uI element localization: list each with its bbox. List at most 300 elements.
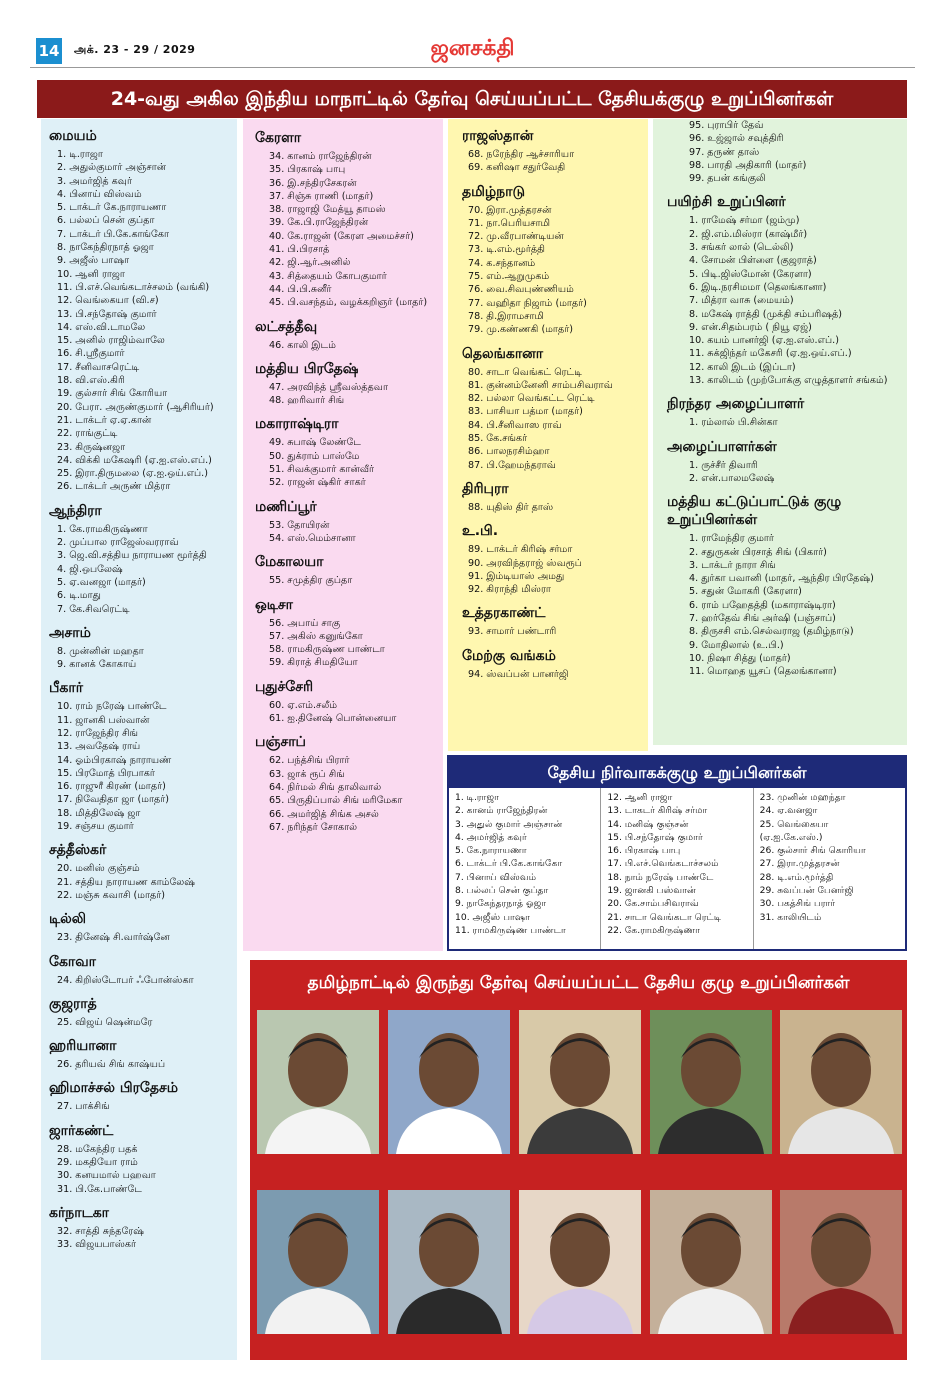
member-item: 26. தரியவ் சிங் காஷ்யப்	[57, 1059, 166, 1071]
member-item: 8. திருசசி எம்.செல்வராஜ (தமிழ்நாடு)	[689, 626, 854, 638]
member-portrait	[650, 1010, 772, 1154]
member-section	[255, 596, 443, 670]
member-list	[255, 699, 443, 726]
member-item: 3. டாக்டர் நாரா சிங்	[689, 559, 776, 571]
member-item: 85. கே.சங்கர்	[468, 433, 528, 445]
member-list	[462, 625, 648, 638]
member-list	[255, 150, 443, 310]
member-item: 58. ராமகிருஷ்ண பாண்டா	[269, 644, 385, 656]
member-item: 43. சித்தையம் கோபகுமார்	[269, 270, 387, 282]
member-item: 6. ராம் பஹேதத்தி (மகாராஷ்டிரா)	[689, 599, 836, 611]
section-heading: லட்சத்தீவு	[255, 318, 318, 335]
member-item: 18. வி.எஸ்.கிரி	[57, 375, 125, 387]
page-header	[30, 36, 915, 68]
member-item: 35. பிரகாஷ் பாபு	[269, 164, 346, 176]
exec-column-3	[754, 788, 905, 949]
section-heading: கோவா	[49, 953, 96, 970]
member-item: 2. சதுருகன் பிரசாத் சிங் (பிகார்)	[689, 546, 827, 558]
member-item: 19. சஞ்சய குமார்	[57, 821, 134, 833]
member-list	[462, 366, 648, 472]
section-heading: மேற்கு வங்கம்	[462, 647, 556, 664]
column-2-list	[243, 119, 443, 834]
member-item: 79. மு.கண்ணகி (மாதர்)	[468, 324, 573, 336]
section-heading: குஜராத்	[49, 995, 97, 1012]
member-portrait	[780, 1190, 902, 1334]
member-item: 36. இ.சந்திரசேகரன்	[269, 177, 357, 189]
member-item: 40. கே.ராஜன் (கேரள அமைச்சர்)	[269, 230, 414, 242]
section-heading: கர்நாடகா	[49, 1204, 109, 1221]
member-item: 91. இம்டியாஸ் அமது	[468, 570, 565, 582]
member-section	[255, 498, 443, 546]
member-list	[462, 204, 648, 337]
member-item: 57. அகிஸ் கனுங்கோ	[269, 630, 363, 642]
member-item: 73. டி.எம்.மூர்த்தி	[468, 244, 545, 256]
member-section	[462, 345, 648, 472]
member-item: 31. பி.கே.பாண்டே	[57, 1183, 142, 1195]
member-list	[49, 862, 237, 902]
member-section	[462, 522, 648, 596]
member-list	[49, 700, 237, 833]
member-item: 51. சிவக்குமார் கான்வீர்	[269, 464, 375, 476]
member-list	[462, 148, 648, 175]
member-item: 5. டாக்டர் கே.நாராயணா	[57, 202, 167, 214]
member-portrait	[650, 1190, 772, 1334]
member-section	[49, 995, 237, 1029]
member-item: 90. அரவிந்தராஜ் ஸ்வரூப்	[468, 557, 582, 569]
member-list	[255, 574, 443, 587]
member-item: 69. கனிஷா சதுர்வேதி	[468, 162, 566, 174]
member-item: 37. சிஞ்சு ராணி (மாதர்)	[269, 190, 374, 202]
member-item: 89. டாக்டர் கிரிஷ் சர்மா	[468, 544, 573, 556]
column-4-list	[653, 119, 907, 679]
member-item: 76. வை.சிவபுண்ணியம்	[468, 284, 574, 296]
member-item: 17. நிவேதிதா ஜா (மாதர்)	[57, 794, 169, 806]
member-item: 34. கானம் ராஜேந்திரன்	[269, 151, 372, 162]
member-item: 2. என்.பாலமலேஷ்	[689, 472, 775, 484]
member-item: 61. ஐ.தினேஷ் பொன்னையா	[269, 713, 397, 725]
member-list	[667, 416, 907, 429]
exec-member-item: 29. சுவப்பன் பேனர்ஜி	[759, 885, 854, 897]
member-item: 45. பி.வசந்தம், வழக்கறிஞர் (மாதர்)	[269, 297, 428, 309]
member-portrait	[257, 1010, 379, 1154]
member-list	[49, 1058, 237, 1071]
member-item: 1. ராமேஷ் சர்மா (ஜம்மு)	[689, 215, 800, 227]
exec-member-item: 10. அஜீஸ் பாஷா	[455, 911, 530, 923]
member-item: 20. மனிஸ் குஞ்சம்	[57, 863, 140, 875]
member-section	[667, 493, 907, 678]
exec-member-item: 6. டாக்டர் பி.கே.காங்கோ	[455, 858, 563, 870]
exec-member-item: 17. பி.எச்.வெங்கடாச்சலம்	[607, 858, 719, 870]
member-item: 87. பி.ஹேமந்தராவ்	[468, 459, 556, 471]
member-item: 8. முன்னின் மஹதா	[57, 645, 144, 657]
member-item: 56. அபாய் சாகு	[269, 617, 341, 629]
member-item: 26. டாக்டர் அருண் மித்ரா	[57, 481, 171, 493]
member-item: 2. அதுல்குமார் அஞ்சான்	[57, 162, 167, 174]
member-section	[462, 183, 648, 337]
section-heading: பீகார்	[49, 680, 84, 697]
exec-member-item: 31. காலியிடம்	[759, 911, 822, 923]
section-heading: உ.பி.	[462, 523, 499, 540]
issue-date: அக். 23 - 29 / 2029	[74, 43, 196, 56]
member-list	[255, 436, 443, 489]
exec-member-item: 1. டி.ராஜா	[455, 792, 499, 803]
member-item: 1. கே.ராமகிருஷ்ணா	[57, 523, 148, 535]
member-item: 8. நாகேந்திரநாத் ஓஜா	[57, 242, 154, 254]
member-section	[49, 841, 237, 902]
section-heading: ராஜஸ்தான்	[462, 128, 534, 144]
section-heading: அழைப்பாளர்கள்	[667, 438, 777, 455]
member-item: 20. பேரா. அருண்குமார் (ஆசிரியர்)	[57, 401, 214, 413]
executive-committee-title: தேசிய நிர்வாகக்குழு உறுப்பினர்கள்	[449, 757, 905, 788]
member-item: 47. அரவிந்த் ஸ்ரீவஸ்த்தவா	[269, 381, 388, 393]
member-section	[462, 127, 648, 175]
member-list	[462, 543, 648, 596]
member-item: 1. ராமேந்திர குமார்	[689, 533, 774, 545]
member-item: 10. ராம் நரேஷ் பாண்டே	[57, 701, 167, 713]
member-section	[255, 553, 443, 587]
member-item: 39. கே.பி.ராஜேந்திரன்	[269, 217, 369, 229]
exec-member-item: 11. ராமகிருஷ்ண பாண்டா	[455, 924, 566, 936]
section-heading: திரிபுரா	[462, 480, 509, 497]
member-item: 9. என்.சிதம்பரம் ( நியூ ஏஜ்)	[689, 321, 812, 333]
member-item: 75. எம்.ஆறுமுகம்	[468, 271, 550, 283]
member-item: 7. டாக்டர் பி.கே.காங்கோ	[57, 228, 169, 240]
member-section	[462, 480, 648, 514]
member-item: 2. முப்பால ராஜேஸ்வரராவ்	[57, 537, 179, 549]
member-section	[49, 1204, 237, 1252]
member-item: 4. ஜி.ஒபலேஷ்	[57, 563, 123, 575]
member-item: 8. மகேஷ் ராத்தி (முக்தி சம்பரிஷத்)	[689, 308, 843, 320]
member-list	[667, 459, 907, 486]
member-portrait	[257, 1190, 379, 1334]
member-list	[255, 381, 443, 408]
member-section	[49, 953, 237, 987]
photo-panel-title: தமிழ்நாட்டில் இருந்து தேர்வு செய்யப்பட்ட தேசிய குழு உறுப்பினர்கள்	[307, 973, 850, 993]
member-item: 30. கனயமால் பஹவா	[57, 1170, 156, 1182]
member-item: 55. சமுத்திர குப்தா	[269, 575, 353, 587]
member-item: 21. சத்திய நாராயண காம்லேஷ்	[57, 876, 196, 888]
member-item: 50. துக்ராம் பாஸ்மே	[269, 450, 360, 462]
section-heading: ஹிமாச்சல் பிரதேசம்	[49, 1080, 178, 1097]
member-item: 14. எஸ்.வி.டாமலே	[57, 321, 146, 333]
executive-committee-columns	[449, 788, 905, 949]
member-section	[49, 502, 237, 616]
member-item: 18. மித்திலேஷ் ஜா	[57, 807, 141, 819]
member-section	[49, 910, 237, 944]
member-item: 4. சோமன் பிள்ளை (குஜராத்)	[689, 255, 817, 267]
section-heading: ஹரியானா	[49, 1038, 117, 1055]
section-heading: புதுச்சேரி	[255, 678, 314, 695]
exec-member-item: 15. பி.சந்தோஷ் குமார்	[607, 831, 703, 843]
exec-member-item: 5. கே.நாராயணா	[455, 845, 527, 857]
member-item: 10. நிஷா சித்து (மாதர்)	[689, 652, 791, 664]
exec-member-item: 21. சாடா வெங்கடா ரெட்டி	[607, 911, 722, 923]
section-heading: மையம்	[49, 128, 97, 144]
member-item: 97. தருண் தாஸ்	[689, 146, 760, 158]
member-item: 28. மகேந்திர பதக்	[57, 1143, 138, 1155]
member-item: 84. பி.சீனிவாஸ ராவ்	[468, 419, 562, 431]
member-list	[49, 1016, 237, 1029]
member-section	[255, 360, 443, 408]
section-heading: பயிற்சி உறுப்பினர்	[667, 194, 786, 211]
member-item: 11. பி.எச்.வெங்கடாச்சலம் (வங்கி)	[57, 281, 210, 293]
member-list	[255, 754, 443, 834]
section-heading: பஞ்சாப்	[255, 734, 306, 751]
member-item: 21. டாக்டர் ஏ.ஏ.கான்	[57, 414, 152, 426]
section-heading: மணிப்பூர்	[255, 498, 317, 515]
exec-member-item: 4. அமர்ஜித் கவுர்	[455, 831, 527, 843]
member-item: 10. ஆனி ராஜா	[57, 268, 125, 280]
member-item: 4. பினாய் விஸ்வம்	[57, 188, 142, 200]
member-item: 16. ராஜுரீ கிரண் (மாதர்)	[57, 781, 166, 793]
exec-member-item: 2. கானம் ராஜேந்திரன்	[455, 805, 548, 817]
masthead: ஜனசக்தி	[430, 36, 515, 61]
member-item: 7. மித்ரா வாசு (மையம்)	[689, 295, 794, 307]
member-item: 19. குல்சார் சிங் கோரியா	[57, 388, 168, 400]
member-item: 65. பிருதிப்பால் சிங் மரிமேகா	[269, 795, 403, 807]
member-item: 2. ஜி.எம்.மிஸ்ரா (காஷ்மீர்)	[689, 228, 808, 240]
member-item: 22. ராங்குட்டி	[57, 428, 118, 440]
member-item: 24. கிறிஸ்டோபர் ஃபோன்ஸ்கா	[57, 974, 194, 986]
member-item: 98. பாரதி அதிகாரி (மாதர்)	[689, 159, 807, 171]
member-item: 29. மகதியோ ராம்	[57, 1157, 138, 1169]
member-item: 6. டி.மாது	[57, 590, 101, 602]
section-heading: தமிழ்நாடு	[462, 183, 525, 200]
member-item: 14. ஓம்பிரகாஷ் நாராயண்	[57, 754, 172, 766]
member-item: 5. ஏ.வனஜா (மாதர்)	[57, 576, 146, 588]
member-item: 6. இடி.நரசிமமா (தெலங்கானா)	[689, 281, 827, 293]
member-item: 5. சதுன் மோகரி (கேரளா)	[689, 586, 802, 598]
member-section	[49, 1079, 237, 1113]
member-item: 92. கிராந்தி மிஸ்ரா	[468, 584, 551, 596]
exec-member-item: 26. குல்சார் சிங் கொரியா	[759, 845, 866, 857]
exec-member-item: 20. கே.சாம்பசிவராவ்	[607, 898, 699, 910]
member-item: 86. பாலநரசிம்ஹா	[468, 446, 550, 458]
member-item: 12. காலி இடம் (இப்டா)	[689, 361, 796, 373]
exec-member-item: 23. முனின் மஹந்தா	[759, 792, 846, 803]
member-item: 3. அமர்ஜித் கவுர்	[57, 175, 132, 187]
member-item: 11. ஜானகி பஸ்வான்	[57, 714, 150, 726]
member-section	[462, 604, 648, 638]
member-item: 13. பி.சந்தோஷ் குமார்	[57, 308, 157, 320]
exec-member-item: 22. கே.ராமகிருஷ்ணா	[607, 924, 700, 936]
member-item: 44. பி.பி.சுனீர்	[269, 283, 332, 295]
member-item: 64. நிர்மல் சிங் தாலிவால்	[269, 781, 382, 793]
exec-column-2	[601, 788, 753, 949]
member-item: 59. கிராத் சிமதியோ	[269, 657, 358, 669]
member-item: 96. உஜ்ஜால் சவுத்திரி	[689, 133, 784, 145]
member-item: 9. அஜீஸ் பாஷா	[57, 255, 130, 267]
column-1	[41, 119, 237, 1360]
exec-member-item: 8. பல்லப் சென் குப்தா	[455, 885, 549, 897]
section-heading: டில்லி	[49, 911, 87, 928]
member-list	[49, 645, 237, 672]
member-item: 74. க.சந்தானம்	[468, 257, 536, 269]
member-item: 80. சாடா வெங்கட் ரெட்டி	[468, 366, 582, 378]
member-list	[49, 1225, 237, 1252]
member-item: 23. கிருஷ்னஜா	[57, 441, 126, 453]
exec-member-item: 27. இரா.முத்தரசன்	[759, 858, 840, 870]
member-item: 1. டி.ராஜா	[57, 149, 103, 160]
member-item: 5. பிடி.ஜிஸ்மோன் (கேரளா)	[689, 268, 812, 280]
member-item: 12. வெங்கையா (வி.ச)	[57, 295, 159, 307]
member-item: 93. சாமார் பண்டாரி	[468, 626, 557, 638]
member-item: 6. பல்லப் சென் குப்தா	[57, 215, 155, 227]
member-section	[49, 624, 237, 672]
exec-member-item: 16. பிரகாஷ் பாபு	[607, 845, 681, 857]
member-item: 42. ஜி.ஆர்.அனில்	[269, 257, 351, 269]
column-4	[653, 119, 907, 745]
section-heading: அசாம்	[49, 624, 91, 641]
member-list	[667, 532, 907, 678]
member-item: 48. ஹரிவார் சிங்	[269, 395, 345, 407]
exec-member-item: 19. ஜானகி பஸ்வான்	[607, 885, 696, 897]
member-item: 41. பி.பிரசாத்	[269, 244, 330, 256]
member-item: 23. தினேஷ் சி.வார்ஷ்னே	[57, 932, 170, 944]
member-item: 11. சுக்ஜிந்தர் மகேசரி (ஏ.ஐ.ஒய்.எப்.)	[689, 348, 852, 360]
member-item: 11. மொஹத யூசப் (தெலங்கானா)	[689, 666, 837, 678]
exec-member-item: 13. டாகடர் கிரிஷ் சர்மா	[607, 805, 708, 817]
member-section	[462, 647, 648, 681]
member-list	[462, 501, 648, 514]
member-section	[49, 1122, 237, 1196]
member-item: 62. பந்த்சிங் பிரார்	[269, 755, 350, 767]
page-title-banner: 24-வது அகில இந்திய மாநாட்டில் தேர்வு செய்யப்பட்ட தேசியக்குழு உறுப்பினர்கள்	[37, 80, 907, 118]
member-item: 27. பாக்சிங்	[57, 1101, 110, 1113]
member-item: 70. இரா.முத்தரசன்	[468, 204, 552, 216]
member-item: 60. ஏ.எம்.சலீம்	[269, 699, 338, 711]
section-heading: மத்திய பிரதேஷ்	[255, 360, 359, 377]
member-item: 46. காலி இடம்	[269, 339, 336, 351]
exec-member-item: 3. அதுல் குமார் அஞ்சான்	[455, 818, 563, 830]
member-portrait	[388, 1190, 510, 1334]
member-item: 32. சாத்தி சுந்தரேஷ்	[57, 1225, 144, 1237]
member-list	[49, 523, 237, 616]
section-heading: நிரந்தர அழைப்பாளர்	[667, 396, 805, 413]
member-section	[255, 415, 443, 489]
member-section	[667, 438, 907, 486]
member-item: 78. தி.இராமசாமி	[468, 310, 545, 322]
member-item: 13. அவதேஷ் ராய்	[57, 741, 141, 753]
section-heading: மகாராஷ்டிரா	[255, 416, 339, 433]
member-item: 15. பிரமோத் பிரபாகர்	[57, 767, 155, 779]
exec-member-item: 30. பகத்சிங் பரார்	[759, 898, 836, 910]
member-item: 10. கயம் பானர்ஜி (ஏ.ஐ.எஸ்.எப்.)	[689, 335, 839, 347]
section-heading: ஒடிசா	[255, 596, 293, 613]
member-section	[49, 679, 237, 833]
member-portrait	[780, 1010, 902, 1154]
member-item: 63. ஜாக் ரூப் சிங்	[269, 768, 345, 780]
exec-member-item: 9. நாகேந்தரநாத் ஓஜா	[455, 898, 547, 910]
member-item: 94. ஸ்வப்பன் பானர்ஜி	[468, 668, 569, 680]
member-item: 67. நரிந்தர் சோகால்	[269, 821, 358, 833]
member-item: 71. நா.பெரியசாமி	[468, 217, 551, 229]
member-list	[255, 339, 443, 352]
member-section	[255, 129, 443, 310]
member-item: 68. நரேந்திர ஆச்சாரியா	[468, 149, 575, 160]
member-section	[255, 678, 443, 726]
member-list	[255, 519, 443, 546]
member-item: 66. அமர்ஜித் சிங்க அசல்	[269, 808, 379, 820]
member-portrait	[388, 1010, 510, 1154]
member-item: 99. தபன் கங்குலி	[689, 173, 766, 185]
member-item: 1. ரம்லால் பி.சின்கா	[689, 417, 778, 429]
member-item: 38. ராஜாஜி மேத்யூ தாமஸ்	[269, 204, 386, 216]
page-number: 14	[36, 38, 62, 64]
section-heading: மத்திய கட்டுப்பாட்டுக் குழு உறுப்பினர்கள்	[667, 494, 842, 529]
section-heading: கேரளா	[255, 130, 302, 146]
executive-committee-box	[447, 755, 907, 951]
member-item: 9. கானக் கோகாய்	[57, 659, 137, 671]
member-section	[667, 395, 907, 429]
column-2	[243, 119, 443, 951]
exec-member-item: 25. வெங்கையா	[759, 818, 829, 830]
member-list	[49, 1100, 237, 1113]
member-item: 12. ராஜேந்திர சிங்	[57, 727, 139, 739]
exec-column-1	[449, 788, 601, 949]
exec-member-item: 28. டி.எம்.மூர்த்தி	[759, 871, 834, 883]
exec-member-item: (ஏ.ஐ.கே.எஸ்.)	[759, 831, 823, 843]
member-section	[255, 733, 443, 834]
exec-member-item: 7. பினாய் விஸ்வம்	[455, 871, 537, 883]
member-item: 3. ஜெ.வி.சத்திய நாராயண மூர்த்தி	[57, 550, 207, 562]
member-item: 9. மோதிலால் (உ.பி.)	[689, 639, 784, 651]
section-heading: உத்தரகாண்ட்	[462, 605, 546, 622]
member-list	[667, 119, 907, 185]
member-section	[255, 318, 443, 352]
member-list	[49, 931, 237, 944]
member-section	[49, 1037, 237, 1071]
member-section	[49, 127, 237, 494]
member-item: 22. மஞ்சு கவாசி (மாதர்)	[57, 889, 166, 901]
member-item: 7. ஹர்தேவ் சிங் அர்ஷி (பஞ்சாப்)	[689, 613, 836, 625]
member-item: 53. தோயிரன்	[269, 519, 330, 531]
exec-member-item: 18. நாம் நரேஷ் பாண்டே	[607, 871, 714, 883]
member-item: 72. மு.வீரபாண்டியன்	[468, 231, 564, 243]
member-section	[667, 193, 907, 387]
section-heading: சத்தீஸ்கர்	[49, 842, 107, 859]
member-item: 25. விஜய் ஷென்மரே	[57, 1016, 153, 1028]
member-item: 24. விக்கி மகேஷரி (ஏ.ஐ.எஸ்.எப்.)	[57, 454, 212, 466]
tamilnadu-members-photo-panel	[250, 960, 907, 1360]
member-item: 95. புராபிர் தேவ்	[689, 120, 764, 131]
member-item: 1. ருச்சீர் திவாரி	[689, 459, 758, 471]
member-item: 17. சீனிவாசரெட்டி	[57, 361, 140, 373]
member-item: 81. குன்னம்னேனி சாம்பசிவராவ்	[468, 379, 613, 391]
member-list	[667, 214, 907, 387]
exec-member-item: 12. ஆனி ராஜா	[607, 792, 673, 803]
column-3-list	[448, 119, 648, 681]
member-section	[667, 119, 907, 185]
exec-member-item: 24. ஏ.வனஜா	[759, 805, 818, 817]
member-item: 88. யுதிஸ் திர் தாஸ்	[468, 501, 554, 513]
member-item: 7. கே.சிவரெட்டி	[57, 603, 130, 615]
member-list	[49, 974, 237, 987]
exec-member-item: 14. மனிஷ் குஞ்சன்	[607, 818, 689, 830]
member-item: 77. வஹிதா நிஜாம் (மாதர்)	[468, 297, 587, 309]
member-list	[255, 617, 443, 670]
member-item: 33. விஜயபாஸ்கர்	[57, 1239, 137, 1251]
member-item: 15. அனில் ராஜிம்வாலே	[57, 335, 165, 347]
section-heading: மேகாலயா	[255, 554, 324, 571]
column-3	[448, 119, 648, 751]
member-list	[49, 1143, 237, 1196]
column-1-list	[41, 119, 237, 1252]
member-item: 16. சி.ஸ்ரீகுமார்	[57, 348, 125, 360]
section-heading: தெலங்கானா	[462, 345, 544, 362]
member-portrait	[519, 1190, 641, 1334]
member-item: 3. சங்கர் லால் (டெல்லி)	[689, 242, 794, 254]
